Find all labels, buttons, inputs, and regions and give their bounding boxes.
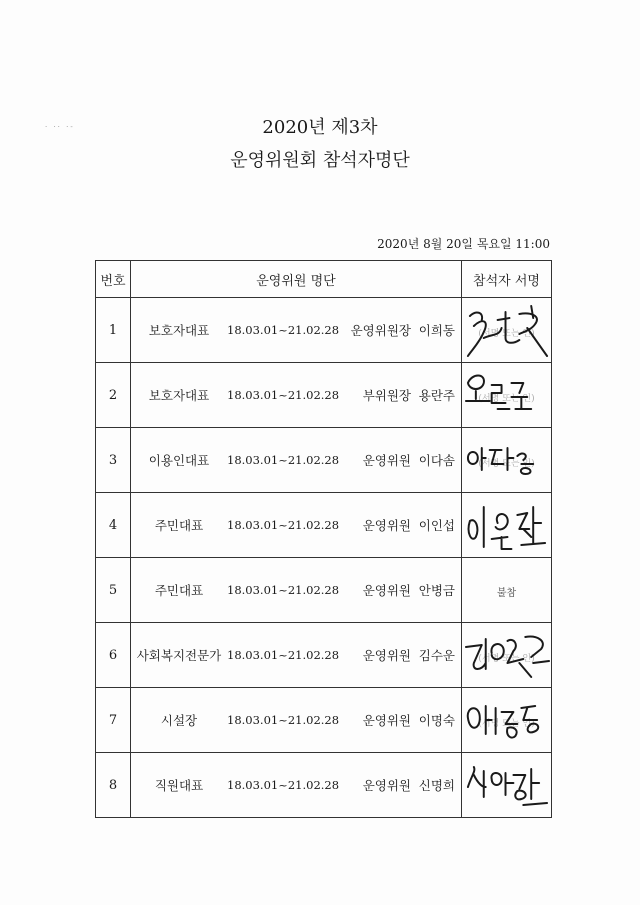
page-title: 2020년 제3차 [262,117,378,138]
member-cell [131,558,462,623]
member-cell [131,428,462,493]
signature-cell [462,493,552,558]
row-number: 4 [96,493,131,558]
header-committee-list: 운영위원 명단 [131,261,462,298]
header-signature: 참석자 서명 [462,261,552,298]
row-number: 5 [96,558,131,623]
member-name: 신명희 [418,778,455,793]
handwritten-signature [462,623,551,687]
member-cell [131,363,462,428]
handwritten-signature [462,363,551,427]
member-role: 보호자대표 [148,323,210,338]
signature-cell [462,298,552,363]
table-row [96,428,552,493]
signature-note: (서명 또는 인) [478,458,535,469]
handwritten-signature [462,493,551,557]
member-role: 보호자대표 [148,388,210,403]
member-term: 18.03.01~21.02.28 [227,648,340,662]
page-subtitle: 운영위원회 참석자명단 [230,150,410,171]
row-number: 6 [96,623,131,688]
member-role: 주민대표 [154,583,204,598]
signature-cell [462,688,552,753]
member-role: 주민대표 [154,518,204,533]
signature-cell [462,623,552,688]
member-term: 18.03.01~21.02.28 [227,778,340,792]
row-number: 1 [96,298,131,363]
table-row [96,298,552,363]
table-row [96,363,552,428]
handwritten-signature [462,298,551,362]
member-name: 이명숙 [418,713,455,728]
member-term: 18.03.01~21.02.28 [227,583,340,597]
member-role: 사회복지전문가 [136,648,222,663]
member-name: 이인섭 [418,518,455,533]
member-role: 시설장 [160,713,198,728]
member-role: 직원대표 [154,778,204,793]
member-term: 18.03.01~21.02.28 [227,323,340,337]
signature-cell [462,558,552,623]
row-number: 7 [96,688,131,753]
member-cell [131,298,462,363]
member-term: 18.03.01~21.02.28 [227,713,340,727]
member-name: 김수운 [418,648,455,663]
absent-mark: 불참 [496,587,517,599]
member-cell [131,753,462,818]
signature-note: (서명 또는 인) [478,328,535,339]
table-row [96,558,552,623]
member-term: 18.03.01~21.02.28 [227,388,340,402]
member-position: 운영위원 [362,453,411,468]
table-row [96,688,552,753]
row-number: 3 [96,428,131,493]
member-position: 운영위원 [362,583,411,598]
table-row [96,753,552,818]
attendee-table [95,260,552,818]
table-row [96,493,552,558]
row-number: 2 [96,363,131,428]
member-name: 안병금 [418,583,455,598]
member-position: 운영위원 [362,713,411,728]
meeting-date: 2020년 8월 20일 목요일 11:00 [377,237,550,251]
member-position: 운영위원 [362,518,411,533]
member-position: 운영위원장 [350,323,411,338]
member-position: 부위원장 [362,388,411,403]
member-cell [131,493,462,558]
member-role: 이용인대표 [148,453,210,468]
member-cell [131,688,462,753]
member-position: 운영위원 [362,648,411,663]
signature-note: (서명 또는 인) [478,393,535,404]
handwritten-signature [462,688,551,752]
table-row [96,623,552,688]
signature-cell [462,753,552,818]
signature-cell [462,428,552,493]
signature-cell [462,363,552,428]
handwritten-signature [462,428,551,492]
member-name: 이희동 [418,323,455,338]
scan-speckle: · ·· ·- [45,123,75,131]
signature-note: (서명 또는 인) [478,653,535,664]
row-number: 8 [96,753,131,818]
member-cell [131,623,462,688]
member-term: 18.03.01~21.02.28 [227,518,340,532]
header-number: 번호 [96,261,131,298]
signature-note: (서명 또는 인) [478,718,535,729]
handwritten-signature [462,753,551,817]
member-name: 용란주 [418,388,455,403]
member-term: 18.03.01~21.02.28 [227,453,340,467]
member-position: 운영위원 [362,778,411,793]
member-name: 이다솜 [418,453,455,468]
table-header-row [96,261,552,298]
